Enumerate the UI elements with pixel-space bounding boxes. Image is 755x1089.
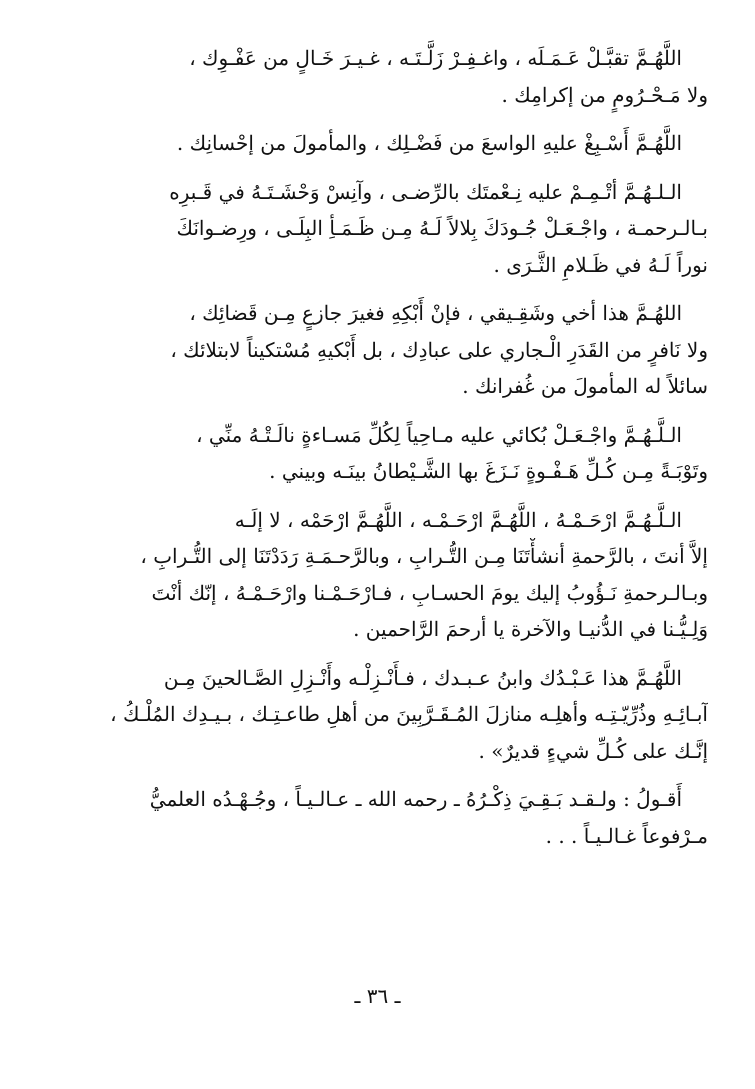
paragraph: [58, 40, 708, 113]
text-line: ولا مَـحْـرُومٍ من إكرامِك .: [501, 82, 708, 107]
text-line: سائلاً له المأمولَ من غُفرانك .: [462, 374, 708, 398]
paragraph: [58, 174, 708, 284]
paragraph: [58, 417, 708, 490]
page-body: [58, 40, 708, 866]
text-line: اللَّهُـمَّ هذا عَـبْـدُك وابنُ عـبـدك ، فـأَنْـزِلْـه وأَنْـزِلِ الصَّـالحينَ مِـن: [163, 665, 682, 690]
paragraph: [58, 125, 708, 162]
text-line: آبـائِـهِ وذُرِّيّـتِـه وأهلِـه منازلَ المُـقَـرَّبِينَ من أهلِ طاعـتِـك ، بـيـدِك المُلْـكُ ،: [110, 702, 708, 726]
text-line: وتَوْبَـةً مِـن كُـلِّ هَـفْـوةٍ نَـزَغَ بها الشَّـيْطانُ بينَـه وبيني .: [269, 459, 708, 483]
paragraph: [58, 781, 708, 854]
text-line: اللَّهُـمَّ تقبَّـلْ عَـمَـلَه ، واغـفِـرْ زَلَّـتَـه ، غـيـرَ خَـالٍ من عَفْـوِك ،: [189, 46, 682, 70]
text-line: إلاَّ أنتَ ، بالرَّحمةِ أنشأْتَنَا مِـن التُّـرابِ ، وبالرَّحـمَـةِ رَدَدْتَنَا إلى التُّـرابِ ،: [140, 544, 708, 568]
text-line: مـرْفوعاً غـالـيـاً . . .: [545, 823, 708, 848]
text-line: اللَّهُـمَّ أَسْـبِغْ عليهِ الواسعَ من فَضْـلِك ، والمأمولَ من إحْسانِك .: [176, 131, 682, 155]
paragraph: [58, 502, 708, 648]
text-line: وَلِـيُّـنا في الدُّنيـا والآخرة يا أرحمَ الرَّاحمين .: [353, 617, 708, 641]
paragraph: [58, 295, 708, 405]
text-line: وبـالـرحمةِ نَـؤُوبُ إليك يومَ الحسـابِ ، فـارْحَـمْـنا وارْحَـمْـهُ ، إنّك أنْتَ: [151, 580, 708, 605]
text-line: نوراً لَـهُ في ظَـلامِ الثَّـرَى .: [493, 252, 708, 277]
text-line: بـالـرحمـة ، واجْـعَـلْ جُـودَكَ بِلالاً لَـهُ مِـن ظَـمَـأِ البِلَـى ، ورِضـوانَكَ: [176, 216, 708, 240]
text-line: الـلـهُـمَّ أتْـمِـمْ عليه نِـعْمتَك بالرِّضـى ، وآنِسْ وَحْشَـتَـهُ في قَـبرِه: [169, 179, 682, 204]
text-line: إنَّـك على كُـلِّ شيءٍ قديرٌ» .: [478, 738, 708, 763]
text-line: ولا نَافرٍ من القَدَرِ الْـجاري على عبادِك ، بل أَبْكيهِ مُسْتكيناً لابتلائك ،: [170, 337, 708, 362]
text-line: الـلَّـهُـمَّ واجْـعَـلْ بُكائي عليه مـاحِياً لِكُلِّ مَسـاءةٍ نالَـتْـهُ منِّي ،: [196, 422, 682, 447]
paragraph: [58, 660, 708, 770]
text-line: أَقـولُ : ولـقـد بَـقِـيَ ذِكْـرُهُ ـ رحمه الله ـ عـالـيـاً ، وجُـهْـدُه العلميُّ: [149, 787, 682, 811]
text-line: اللهُـمَّ هذا أخي وشَقِـيقي ، فإنْ أَبْكِهِ فغيرَ جازعٍ مِـن قَضائِك ،: [189, 301, 682, 325]
text-line: الـلَّـهُـمَّ ارْحَـمْـهُ ، اللَّهُـمَّ ارْحَـمْـه ، اللَّهُـمَّ ارْحَمْه ، لا إلَـه: [234, 507, 682, 532]
page-number: ـ ٣٦ ـ: [354, 984, 401, 1008]
